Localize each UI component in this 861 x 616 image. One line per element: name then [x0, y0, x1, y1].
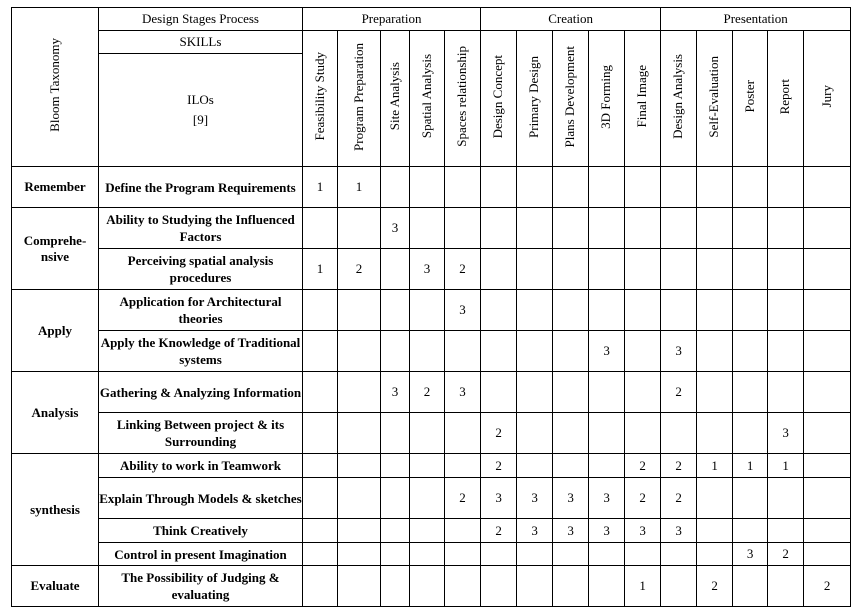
value-cell [661, 290, 697, 331]
value-cell: 3 [445, 372, 481, 413]
sub-header: Primary Design [517, 31, 553, 167]
value-cell [553, 543, 589, 566]
value-cell: 1 [303, 249, 338, 290]
value-cell: 2 [661, 372, 697, 413]
value-cell: 3 [625, 519, 661, 543]
value-cell: 2 [697, 566, 733, 607]
value-cell [804, 290, 851, 331]
value-cell: 3 [517, 519, 553, 543]
ilo-cell: Ability to Studying the Influenced Factors [99, 208, 303, 249]
value-cell [381, 290, 410, 331]
value-cell [733, 249, 768, 290]
value-cell [697, 413, 733, 454]
value-cell: 3 [481, 478, 517, 519]
value-cell [517, 372, 553, 413]
value-cell [804, 454, 851, 478]
value-cell [733, 478, 768, 519]
value-cell [410, 543, 445, 566]
ilo-cell: Apply the Knowledge of Traditional systems [99, 331, 303, 372]
value-cell [410, 454, 445, 478]
value-cell: 3 [553, 519, 589, 543]
value-cell: 2 [625, 478, 661, 519]
value-cell [589, 454, 625, 478]
value-cell [381, 413, 410, 454]
value-cell [768, 290, 804, 331]
value-cell: 3 [517, 478, 553, 519]
value-cell [481, 249, 517, 290]
value-cell [338, 331, 381, 372]
table-row [12, 331, 851, 372]
value-cell [733, 413, 768, 454]
value-cell: 3 [445, 290, 481, 331]
value-cell [445, 167, 481, 208]
value-cell [410, 167, 445, 208]
value-cell [517, 167, 553, 208]
value-cell [733, 372, 768, 413]
bloom-level-cell: Evaluate [12, 566, 99, 607]
value-cell [553, 208, 589, 249]
table-row [12, 519, 851, 543]
value-cell [381, 249, 410, 290]
group-header-preparation: Preparation [303, 8, 481, 31]
bloom-taxonomy-label: Bloom Taxonomy [46, 38, 62, 132]
value-cell [338, 454, 381, 478]
value-cell [410, 413, 445, 454]
value-cell: 3 [410, 249, 445, 290]
value-cell [697, 478, 733, 519]
value-cell [553, 167, 589, 208]
value-cell [553, 331, 589, 372]
value-cell: 1 [733, 454, 768, 478]
sub-header: Plans Development [553, 31, 589, 167]
value-cell [481, 566, 517, 607]
ilos-label: ILOs [187, 92, 214, 107]
value-cell [768, 519, 804, 543]
value-cell [481, 543, 517, 566]
value-cell [410, 208, 445, 249]
sub-header: Final Image [625, 31, 661, 167]
value-cell [553, 290, 589, 331]
value-cell: 3 [381, 372, 410, 413]
value-cell: 2 [338, 249, 381, 290]
value-cell [445, 566, 481, 607]
bloom-level-cell: Remember [12, 167, 99, 208]
value-cell [338, 290, 381, 331]
value-cell [625, 543, 661, 566]
value-cell [303, 478, 338, 519]
value-cell [553, 249, 589, 290]
ilo-cell: The Possibility of Judging & evaluating [99, 566, 303, 607]
value-cell [517, 290, 553, 331]
value-cell [697, 543, 733, 566]
value-cell [381, 478, 410, 519]
group-header-creation: Creation [481, 8, 661, 31]
value-cell [768, 478, 804, 519]
ilo-cell: Explain Through Models & sketches [99, 478, 303, 519]
value-cell [697, 290, 733, 331]
value-cell [303, 454, 338, 478]
value-cell: 3 [381, 208, 410, 249]
value-cell [517, 454, 553, 478]
value-cell [589, 566, 625, 607]
value-cell: 3 [589, 519, 625, 543]
value-cell [697, 167, 733, 208]
value-cell [697, 208, 733, 249]
value-cell [553, 566, 589, 607]
value-cell [625, 167, 661, 208]
value-cell [481, 290, 517, 331]
value-cell [303, 543, 338, 566]
sub-header: Spatial Analysis [410, 31, 445, 167]
value-cell [733, 331, 768, 372]
value-cell [768, 331, 804, 372]
sub-header: Jury [804, 31, 851, 167]
value-cell [661, 413, 697, 454]
value-cell: 1 [697, 454, 733, 478]
group-header-presentation: Presentation [661, 8, 851, 31]
value-cell [804, 543, 851, 566]
value-cell [338, 478, 381, 519]
value-cell: 3 [661, 519, 697, 543]
value-cell [804, 249, 851, 290]
value-cell [338, 208, 381, 249]
value-cell [445, 543, 481, 566]
value-cell [338, 372, 381, 413]
value-cell [625, 290, 661, 331]
value-cell [553, 454, 589, 478]
bloom-level-cell: Comprehe-nsive [12, 208, 99, 290]
value-cell [481, 167, 517, 208]
value-cell [804, 519, 851, 543]
value-cell [445, 413, 481, 454]
value-cell: 2 [481, 413, 517, 454]
value-cell: 3 [733, 543, 768, 566]
value-cell [697, 519, 733, 543]
value-cell [625, 372, 661, 413]
value-cell [661, 208, 697, 249]
sub-header: Site Analysis [381, 31, 410, 167]
table-row [12, 372, 851, 413]
sub-header: Program Preparation [338, 31, 381, 167]
value-cell [733, 519, 768, 543]
value-cell [445, 208, 481, 249]
value-cell [381, 331, 410, 372]
value-cell [768, 372, 804, 413]
ilo-cell: Define the Program Requirements [99, 167, 303, 208]
value-cell [338, 543, 381, 566]
value-cell [804, 331, 851, 372]
table-row [12, 413, 851, 454]
value-cell [804, 413, 851, 454]
value-cell: 1 [625, 566, 661, 607]
value-cell [410, 331, 445, 372]
value-cell [589, 413, 625, 454]
value-cell [553, 372, 589, 413]
value-cell [804, 478, 851, 519]
table-row [12, 454, 851, 478]
bloom-level-cell: Apply [12, 290, 99, 372]
value-cell [303, 372, 338, 413]
value-cell: 1 [338, 167, 381, 208]
ilo-cell: Think Creatively [99, 519, 303, 543]
value-cell: 2 [445, 249, 481, 290]
value-cell [697, 331, 733, 372]
sub-header: Feasibility Study [303, 31, 338, 167]
value-cell: 2 [804, 566, 851, 607]
value-cell: 3 [553, 478, 589, 519]
table-row [12, 543, 851, 566]
table-row [12, 290, 851, 331]
value-cell: 1 [768, 454, 804, 478]
value-cell [661, 566, 697, 607]
value-cell [697, 372, 733, 413]
value-cell [381, 454, 410, 478]
ilo-cell: Control in present Imagination [99, 543, 303, 566]
value-cell [381, 167, 410, 208]
value-cell [804, 167, 851, 208]
value-cell: 2 [625, 454, 661, 478]
value-cell [481, 208, 517, 249]
value-cell [661, 249, 697, 290]
value-cell [589, 208, 625, 249]
value-cell [804, 372, 851, 413]
sub-header: Design Concept [481, 31, 517, 167]
design-stages-header: Design Stages Process [99, 8, 303, 31]
value-cell [804, 208, 851, 249]
value-cell [733, 290, 768, 331]
value-cell [517, 413, 553, 454]
value-cell [481, 372, 517, 413]
sub-header: Spaces relationship [445, 31, 481, 167]
ilo-cell: Application for Architectural theories [99, 290, 303, 331]
value-cell [517, 249, 553, 290]
value-cell [661, 167, 697, 208]
value-cell [303, 331, 338, 372]
value-cell: 3 [589, 331, 625, 372]
bloom-skills-table [11, 7, 851, 607]
bloom-taxonomy-header [12, 8, 99, 167]
value-cell [338, 413, 381, 454]
value-cell [303, 290, 338, 331]
value-cell [445, 519, 481, 543]
sub-header: Poster [733, 31, 768, 167]
value-cell [410, 566, 445, 607]
sub-header: Design Analysis [661, 31, 697, 167]
table-row [12, 208, 851, 249]
ilo-cell: Linking Between project & its Surrounding [99, 413, 303, 454]
value-cell [661, 543, 697, 566]
value-cell: 2 [481, 454, 517, 478]
value-cell: 2 [661, 454, 697, 478]
ilos-reference: [9] [192, 112, 209, 127]
value-cell [410, 478, 445, 519]
value-cell [733, 566, 768, 607]
sub-header: Report [768, 31, 804, 167]
value-cell: 3 [768, 413, 804, 454]
bloom-level-cell: Analysis [12, 372, 99, 454]
value-cell [768, 167, 804, 208]
value-cell [445, 331, 481, 372]
value-cell: 2 [768, 543, 804, 566]
value-cell [303, 519, 338, 543]
value-cell [445, 454, 481, 478]
value-cell [338, 519, 381, 543]
value-cell [768, 566, 804, 607]
value-cell: 2 [481, 519, 517, 543]
value-cell [589, 372, 625, 413]
value-cell [303, 208, 338, 249]
value-cell: 2 [445, 478, 481, 519]
value-cell [625, 413, 661, 454]
value-cell [381, 543, 410, 566]
value-cell [733, 208, 768, 249]
value-cell: 1 [303, 167, 338, 208]
sub-header: 3D Forming [589, 31, 625, 167]
skills-header: SKILLs [99, 31, 303, 54]
value-cell [733, 167, 768, 208]
value-cell [338, 566, 381, 607]
value-cell [481, 331, 517, 372]
value-cell [589, 167, 625, 208]
table-row [12, 478, 851, 519]
value-cell [381, 519, 410, 543]
value-cell: 3 [661, 331, 697, 372]
value-cell [303, 413, 338, 454]
value-cell [553, 413, 589, 454]
value-cell [517, 208, 553, 249]
value-cell [410, 290, 445, 331]
ilos-header [99, 54, 303, 167]
value-cell [697, 249, 733, 290]
ilo-cell: Perceiving spatial analysis procedures [99, 249, 303, 290]
value-cell [589, 290, 625, 331]
ilo-cell: Ability to work in Teamwork [99, 454, 303, 478]
sub-header: Self-Evaluation [697, 31, 733, 167]
value-cell [303, 566, 338, 607]
value-cell [517, 543, 553, 566]
ilo-cell: Gathering & Analyzing Information [99, 372, 303, 413]
value-cell [768, 208, 804, 249]
value-cell [589, 543, 625, 566]
value-cell: 2 [410, 372, 445, 413]
value-cell [625, 208, 661, 249]
table-row [12, 167, 851, 208]
value-cell: 2 [661, 478, 697, 519]
table-row [12, 566, 851, 607]
value-cell [517, 566, 553, 607]
bloom-level-cell: synthesis [12, 454, 99, 566]
value-cell [625, 331, 661, 372]
value-cell: 3 [589, 478, 625, 519]
value-cell [768, 249, 804, 290]
value-cell [381, 566, 410, 607]
value-cell [625, 249, 661, 290]
table-row [12, 249, 851, 290]
value-cell [517, 331, 553, 372]
value-cell [589, 249, 625, 290]
value-cell [410, 519, 445, 543]
